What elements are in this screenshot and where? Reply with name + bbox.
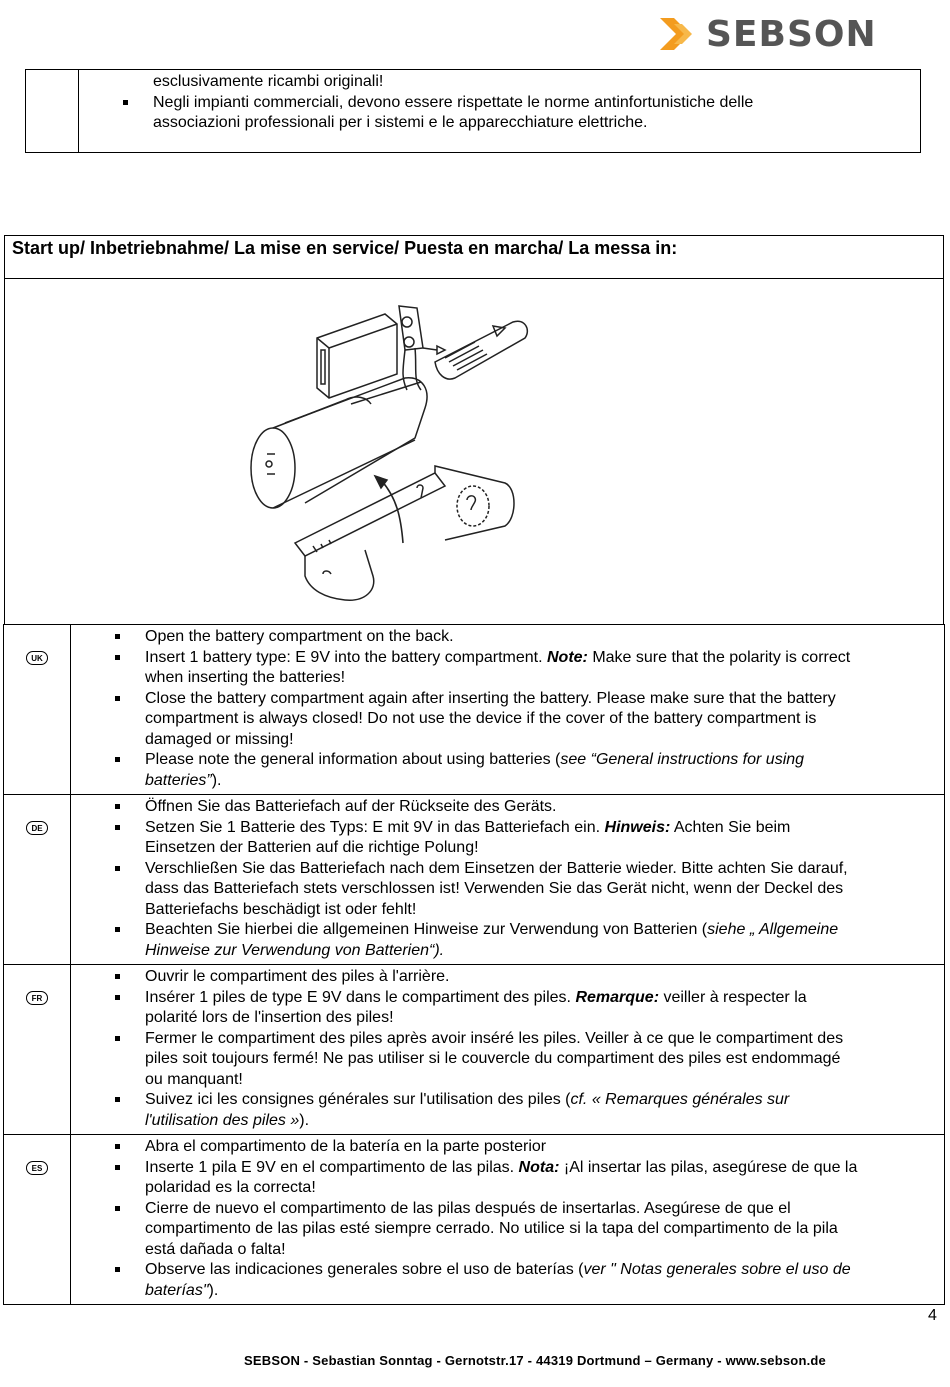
instruction-line: ou manquant! bbox=[145, 1070, 243, 1088]
safety-notes-list bbox=[80, 72, 919, 134]
language-text-cell bbox=[71, 795, 945, 965]
instruction-line: dass das Batteriefach stets verschlossen ist! Verwenden Sie das Gerät nicht, wenn der Deckel des bbox=[145, 880, 844, 897]
instruction-line: compartimento de las pilas esté siempre cerrado. No utilice si la tapa del compartimento de la pila bbox=[145, 1220, 838, 1237]
chevron-logo-icon bbox=[660, 14, 704, 56]
language-text-cell bbox=[71, 1135, 945, 1305]
table-side-cell bbox=[26, 70, 79, 153]
instruction-line: Cierre de nuevo el compartimento de las pilas después de insertarlas. Asegúrese de que el bbox=[145, 1199, 944, 1220]
note-label: Nota: bbox=[518, 1158, 560, 1176]
battery-illustration bbox=[4, 278, 944, 625]
language-row-uk bbox=[4, 625, 945, 795]
safety-notes-table bbox=[25, 69, 921, 153]
instruction-line: batteries”). bbox=[145, 771, 222, 789]
language-badge-de: DE bbox=[26, 821, 48, 835]
instruction-line: Open the battery compartment on the back. bbox=[145, 627, 944, 648]
startup-heading-box bbox=[4, 235, 944, 279]
instruction-line: Fermer le compartiment des piles après avoir inséré les piles. Veiller à ce que le compartiment des bbox=[145, 1029, 944, 1050]
language-row-fr bbox=[4, 965, 945, 1135]
instruction-line: Close the battery compartment again after inserting the battery. Please make sure that the battery bbox=[145, 689, 944, 710]
language-instructions-table bbox=[3, 624, 945, 1305]
logo-text: SEBSON bbox=[706, 14, 877, 55]
instruction-line: Please note the general information about using batteries (see “General instructions for using bbox=[145, 750, 944, 771]
language-flag-cell bbox=[4, 795, 71, 965]
instruction-line: baterías"). bbox=[145, 1281, 219, 1299]
instruction-line: Abra el compartimento de la batería en la parte posterior bbox=[145, 1137, 944, 1158]
safety-notes-cell bbox=[79, 70, 921, 153]
instruction-line: Insert 1 battery type: E 9V into the battery compartment. Note: Make sure that the polarity is correct bbox=[145, 648, 944, 669]
sebson-logo bbox=[660, 14, 880, 56]
instruction-line: when inserting the batteries! bbox=[145, 669, 346, 686]
instruction-line: damaged or missing! bbox=[145, 730, 294, 748]
instruction-line: Verschließen Sie das Batteriefach nach dem Einsetzen der Batterie wieder. Bitte achten Sie darauf, bbox=[145, 859, 944, 880]
note-label: Hinweis: bbox=[604, 818, 671, 836]
instruction-line: polarité lors de l'insertion des piles! bbox=[145, 1009, 394, 1026]
instruction-line: l'utilisation des piles »). bbox=[145, 1111, 310, 1129]
language-text-cell bbox=[71, 625, 945, 795]
language-badge-uk: UK bbox=[26, 651, 48, 665]
safety-note-line: associazioni professionali per i sistemi e le apparecchiature elettriche. bbox=[153, 114, 648, 131]
instruction-line: piles soit toujours fermé! Ne pas utiliser si le couvercle du compartiment des piles est endommagé bbox=[145, 1050, 841, 1067]
instruction-line: Beachten Sie hierbei die allgemeinen Hinweise zur Verwendung von Batterien (siehe „ Allgemeine bbox=[145, 920, 944, 941]
language-row-de bbox=[4, 795, 945, 965]
language-row-es bbox=[4, 1135, 945, 1305]
instruction-line: Einsetzen der Batterien auf die richtige Polung! bbox=[145, 839, 479, 856]
battery-cover-icon bbox=[435, 321, 527, 379]
instruction-line: Batteriefachs beschädigt ist oder fehlt! bbox=[145, 900, 417, 918]
safety-note-line: esclusivamente ricambi originali! bbox=[153, 73, 384, 90]
language-flag-cell bbox=[4, 965, 71, 1135]
instruction-line: está dañada o falta! bbox=[145, 1240, 286, 1258]
language-badge-es: ES bbox=[26, 1161, 48, 1175]
language-text-cell bbox=[71, 965, 945, 1135]
note-label: Note: bbox=[546, 648, 588, 666]
wall-bracket-icon bbox=[295, 466, 514, 600]
language-flag-cell bbox=[4, 625, 71, 795]
safety-note-line: Negli impianti commerciali, devono essere rispettate le norme antinfortunistiche delle bbox=[80, 93, 919, 114]
instruction-line: Setzen Sie 1 Batterie des Typs: E mit 9V in das Batteriefach ein. Hinweis: Achten Sie beim bbox=[145, 818, 944, 839]
instruction-line: Öffnen Sie das Batteriefach auf der Rückseite des Geräts. bbox=[145, 797, 944, 818]
language-flag-cell bbox=[4, 1135, 71, 1305]
instruction-line: Ouvrir le compartiment des piles à l'arrière. bbox=[145, 967, 944, 988]
instruction-line: Hinweise zur Verwendung von Batterien“). bbox=[145, 941, 445, 959]
device-body-icon bbox=[251, 378, 427, 508]
page-number: 4 bbox=[928, 1307, 937, 1324]
instruction-line: polaridad es la correcta! bbox=[145, 1179, 316, 1196]
battery-compartment-illustration-icon bbox=[5, 278, 945, 625]
page-footer: SEBSON - Sebastian Sonntag - Gernotstr.17 - 44319 Dortmund – Germany - www.sebson.de bbox=[244, 1353, 826, 1368]
language-badge-fr: FR bbox=[26, 991, 48, 1005]
note-label: Remarque: bbox=[575, 988, 660, 1006]
instruction-line: Observe las indicaciones generales sobre el uso de baterías (ver " Notas generales sobre el uso de bbox=[145, 1260, 944, 1281]
instruction-line: compartment is always closed! Do not use the device if the cover of the battery compartment is bbox=[145, 710, 817, 727]
instruction-line: Inserte 1 pila E 9V en el compartimento de las pilas. Nota: ¡Al insertar las pilas, asegúrese de que la bbox=[145, 1158, 944, 1179]
startup-heading: Start up/ Inbetriebnahme/ La mise en service/ Puesta en marcha/ La messa in: bbox=[12, 238, 678, 258]
instruction-line: Suivez ici les consignes générales sur l'utilisation des piles (cf. « Remarques générales sur bbox=[145, 1090, 944, 1111]
instruction-line: Insérer 1 piles de type E 9V dans le compartiment des piles. Remarque: veiller à respecter la bbox=[145, 988, 944, 1009]
